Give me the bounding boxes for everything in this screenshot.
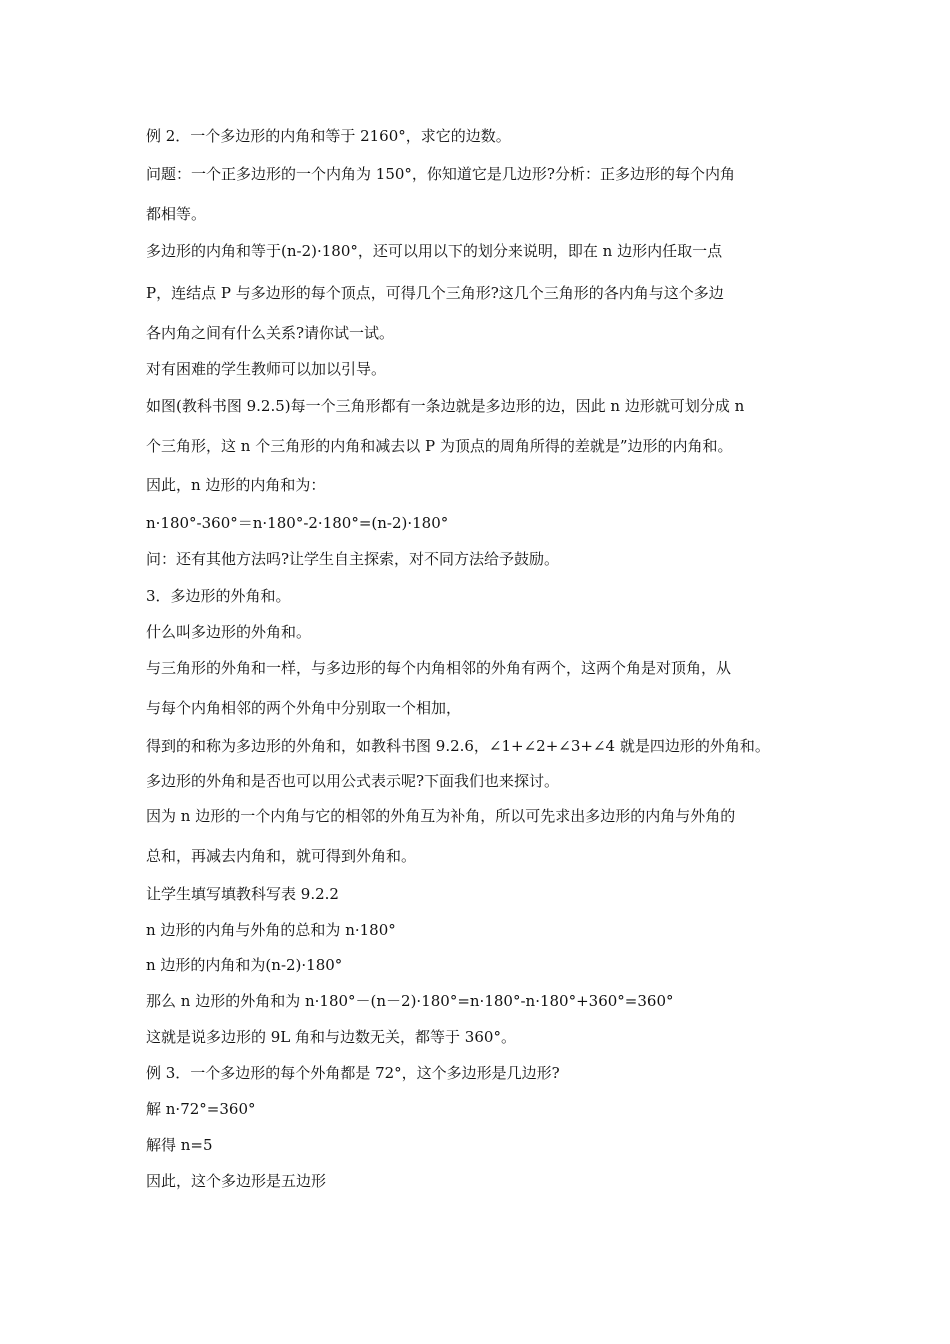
supplementary-angle-line-1: 因为 n 边形的一个内角与它的相邻的外角互为补角，所以可先求出多边形的内角与外角的 (146, 807, 736, 825)
teacher-guidance-text: 对有困难的学生教师可以加以引导。 (146, 360, 387, 378)
exterior-sum-question: 什么叫多边形的外角和。 (146, 623, 312, 641)
paragraph-interior-sum-line-3: 各内角之间有什么关系?请你试一试。 (146, 324, 395, 342)
problem-text-line-2: 都相等。 (146, 205, 207, 223)
section-3-heading: 3．多边形的外角和。 (146, 587, 291, 605)
interior-sum-formula: n·180°-360°＝n·180°-2·180°=(n-2)·180° (146, 514, 449, 532)
solution-equation: 解 n·72°=360° (146, 1100, 256, 1118)
exterior-angle-explanation-line-1: 与三角形的外角和一样，与多边形的每个内角相邻的外角有两个，这两个角是对顶角，从 (146, 659, 732, 677)
supplementary-angle-line-2: 总和，再减去内角和，就可得到外角和。 (146, 847, 417, 865)
figure-explanation-line-2: 个三角形，这 n 个三角形的内角和减去以 P 为顶点的周角所得的差就是”边形的内角和。 (146, 437, 733, 455)
exterior-angle-explanation-line-2: 与每个内角相邻的两个外角中分别取一个相加， (146, 699, 462, 717)
final-answer: 因此，这个多边形是五边形 (146, 1172, 327, 1190)
total-angle-sum-text: n 边形的内角与外角的总和为 n·180° (146, 921, 396, 939)
exterior-angle-definition: 得到的和称为多边形的外角和，如教科书图 9.2.6，∠1+∠2+∠3+∠4 就是四边形的外角和。 (146, 737, 770, 755)
example-3-text: 例 3．一个多边形的每个外角都是 72°，这个多边形是几边形? (146, 1064, 560, 1082)
exterior-sum-conclusion: 这就是说多边形的 9L 角和与边数无关，都等于 360°。 (146, 1028, 516, 1046)
interior-angle-sum-text: n 边形的内角和为(n-2)·180° (146, 956, 343, 974)
example-2-text: 例 2．一个多边形的内角和等于 2160°，求它的边数。 (146, 127, 511, 145)
question-other-methods: 问：还有其他方法吗?让学生自主探索，对不同方法给予鼓励。 (146, 550, 560, 568)
exterior-sum-derivation: 那么 n 边形的外角和为 n·180°－(n－2)·180°=n·180°-n·180°+360°=360° (146, 992, 674, 1010)
formula-inquiry-text: 多边形的外角和是否也可以用公式表示呢?下面我们也来探讨。 (146, 772, 560, 790)
problem-text-line-1: 问题：一个正多边形的一个内角为 150°，你知道它是几边形?分析：正多边形的每个内角 (146, 165, 735, 183)
conclusion-text: 因此，n 边形的内角和为： (146, 476, 326, 494)
paragraph-interior-sum-line-1: 多边形的内角和等于(n-2)·180°，还可以用以下的划分来说明，即在 n 边形内任取一点 (146, 242, 723, 260)
fill-table-instruction: 让学生填写填教科写表 9.2.2 (146, 885, 339, 903)
paragraph-interior-sum-line-2: P，连结点 P 与多边形的每个顶点，可得几个三角形?这几个三角形的各内角与这个多边 (146, 284, 724, 302)
figure-explanation-line-1: 如图(教科书图 9.2.5)每一个三角形都有一条边就是多边形的边，因此 n 边形就可划分成 n (146, 397, 745, 415)
solution-result: 解得 n=5 (146, 1136, 213, 1154)
